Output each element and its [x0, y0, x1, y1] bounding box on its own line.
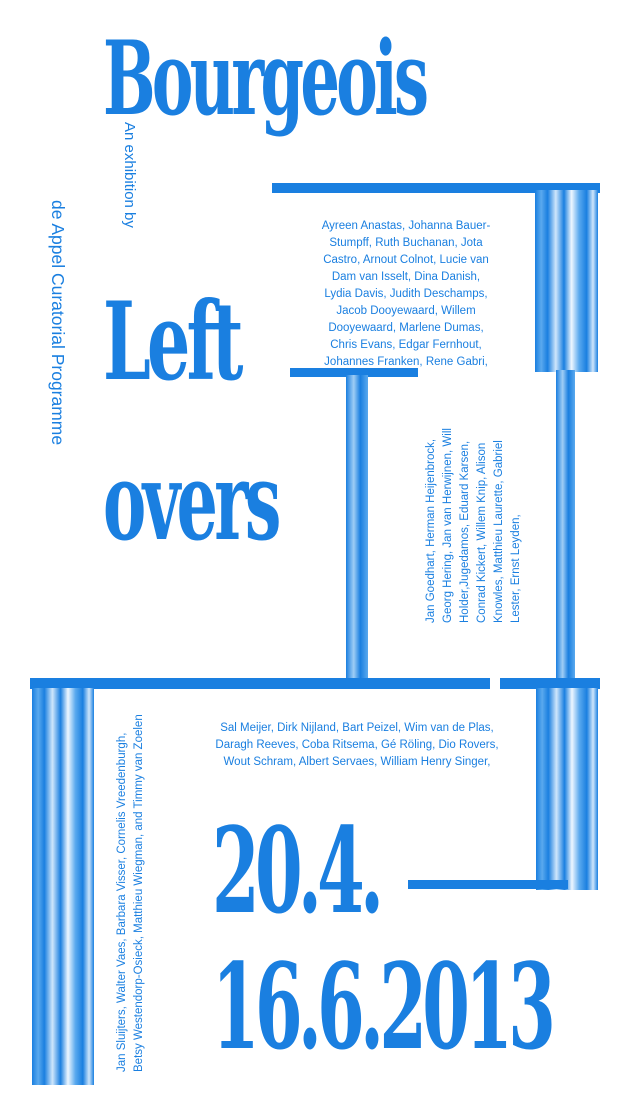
artist-list-1: Ayreen Anastas, Johanna Bauer-Stumpff, Ruth Buchanan, Jota Castro, Arnout Colnot, Lucie van Dam van Isselt, Dina Danish, Lydia Davis, Judith Deschamps, Jacob Dooyewaard, Willem Dooyewaard, Marlene Dumas, Chris Evans, Edgar Fernhout, Johannes Franken, Rene Gabri, — [321, 220, 491, 368]
organizer-de-appel: de Appel Curatorial Programme — [48, 200, 68, 446]
lower-right-column — [536, 688, 598, 890]
middle-column — [346, 375, 368, 680]
artist-list-4: Jan Sluijters, Walter Vaes, Barbara Visser, Cornelis Vreedenburgh, Betsy Westendorp-Osieck, Matthieu Wiegman, and Timmy van Zoelen — [116, 714, 145, 1072]
title-overs: overs — [103, 439, 278, 565]
title-left: Left — [103, 279, 240, 405]
lower-left-column — [32, 688, 94, 1085]
date-connector-bar — [408, 880, 568, 889]
artist-list-2: Jan Goedhart, Herman Heijenbrock, Georg Hering, Jan van Herwijnen, Will Holder,Jugedamos, Eduard Karsen, Conrad Kickert, Willem Knip, Alison Knowles, Matthieu Laurette, Gabriel Lester, Ernst Leyden, — [425, 428, 522, 623]
subtitle-an-exhibition-by: An exhibition by — [121, 122, 138, 228]
lower-left-bar — [30, 678, 490, 689]
date-end: 16.6.2013 — [212, 937, 552, 1076]
date-start: 20.4. — [212, 801, 380, 940]
artist-list-3: Sal Meijer, Dirk Nijland, Bart Peizel, Wim van de Plas, Daragh Reeves, Coba Ritsema, Gé Röling, Dio Rovers, Wout Schram, Albert Servaes, William Henry Singer, — [215, 722, 499, 768]
right-thin-column — [556, 370, 575, 682]
title-bourgeois: Bourgeois — [103, 19, 426, 139]
upper-right-column — [535, 190, 598, 372]
